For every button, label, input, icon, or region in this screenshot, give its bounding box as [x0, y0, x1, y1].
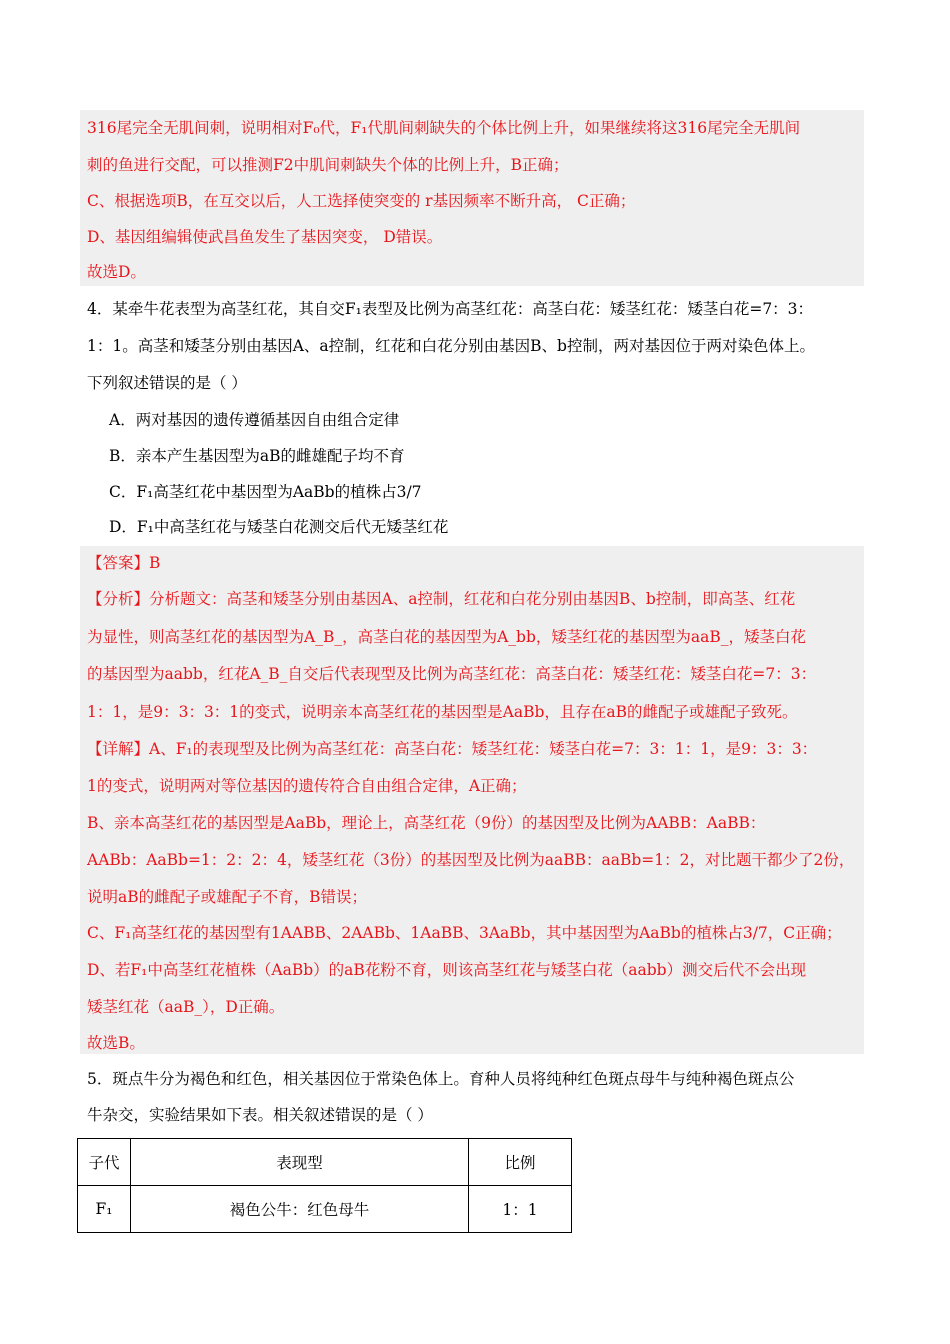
detail-line: 矮茎红花（aaB_），D正确。: [87, 998, 285, 1016]
table-cell: F₁: [78, 1186, 131, 1233]
analysis-line: 1：1，是9：3：3：1的变式，说明亲本高茎红花的基因型是AaBb，且存在aB的雌配子或雄配子致死。: [87, 703, 798, 721]
table-header-cell: 比例: [469, 1139, 572, 1186]
option-b: B．亲本产生基因型为aB的雌雄配子均不育: [109, 447, 405, 465]
question-stem-line: 牛杂交，实验结果如下表。相关叙述错误的是（ ）: [87, 1106, 433, 1124]
question-stem-line: 下列叙述错误的是（ ）: [87, 374, 247, 392]
detail-line: 1的变式，说明两对等位基因的遗传符合自由组合定律，A正确；: [87, 777, 527, 795]
detail-line: C、F₁高茎红花的基因型有1AABB、2AABb、1AaBB、3AaBb，其中基因型为AaBb的植株占3/7，C正确；: [87, 924, 842, 942]
analysis-line: 故选D。: [87, 263, 146, 281]
table-cell: 1：1: [469, 1186, 572, 1233]
question-stem-line: 5．斑点牛分为褐色和红色，相关基因位于常染色体上。育种人员将纯种红色斑点母牛与纯种褐色斑点公: [87, 1070, 795, 1088]
table-header-cell: 子代: [78, 1139, 131, 1186]
question-stem-line: 1：1。高茎和矮茎分别由基因A、a控制，红花和白花分别由基因B、b控制，两对基因位于两对染色体上。: [87, 337, 815, 355]
table-header-row: [78, 1139, 572, 1186]
detail-line: AABb：AaBb=1：2：2：4，矮茎红花（3份）的基因型及比例为aaBB：aaBb=1：2，对比题干都少了2份，: [87, 851, 855, 869]
analysis-line: 为显性，则高茎红花的基因型为A_B_，高茎白花的基因型为A_bb，矮茎红花的基因型为aaB_，矮茎白花: [87, 628, 806, 646]
analysis-line: 的基因型为aabb，红花A_B_自交后代表现型及比例为高茎红花：高茎白花：矮茎红花：矮茎白花=7：3：: [87, 665, 817, 683]
question-stem-line: 4．某牵牛花表型为高茎红花，其自交F₁表型及比例为高茎红花：高茎白花：矮茎红花：矮茎白花=7：3：: [87, 300, 814, 318]
table-header-cell: 表现型: [131, 1139, 469, 1186]
conclusion-line: 故选B。: [87, 1034, 145, 1052]
table-row: [78, 1186, 572, 1233]
results-table: [77, 1138, 572, 1233]
analysis-line: 316尾完全无肌间刺，说明相对F₀代，F₁代肌间刺缺失的个体比例上升，如果继续将这316尾完全无肌间: [87, 119, 801, 137]
option-d: D．F₁中高茎红花与矮茎白花测交后代无矮茎红花: [109, 518, 449, 536]
table-cell: 褐色公牛：红色母牛: [131, 1186, 469, 1233]
answer-line: 【答案】B: [87, 554, 161, 572]
analysis-line: 刺的鱼进行交配，可以推测F2中肌间刺缺失个体的比例上升，B正确；: [87, 156, 569, 174]
detail-line: 【详解】A、F₁的表现型及比例为高茎红花：高茎白花：矮茎红花：矮茎白花=7：3：1：1，是9：3：3：: [87, 740, 818, 758]
detail-line: 说明aB的雌配子或雄配子不育，B错误；: [87, 888, 368, 906]
detail-line: D、若F₁中高茎红花植株（AaBb）的aB花粉不育，则该高茎红花与矮茎白花（aabb）测交后代不会出现: [87, 961, 807, 979]
option-c: C．F₁高茎红花中基因型为AaBb的植株占3/7: [109, 483, 422, 501]
option-a: A．两对基因的遗传遵循基因自由组合定律: [109, 411, 400, 429]
analysis-line: D、基因组编辑使武昌鱼发生了基因突变， D错误。: [87, 228, 443, 246]
analysis-line: C、根据选项B，在互交以后，人工选择使突变的 r基因频率不断升高， C正确；: [87, 192, 636, 210]
detail-line: B、亲本高茎红花的基因型是AaBb，理论上，高茎红花（9份）的基因型及比例为AABB：AaBB：: [87, 814, 766, 832]
analysis-line: 【分析】分析题文：高茎和矮茎分别由基因A、a控制，红花和白花分别由基因B、b控制，即高茎、红花: [87, 590, 796, 608]
